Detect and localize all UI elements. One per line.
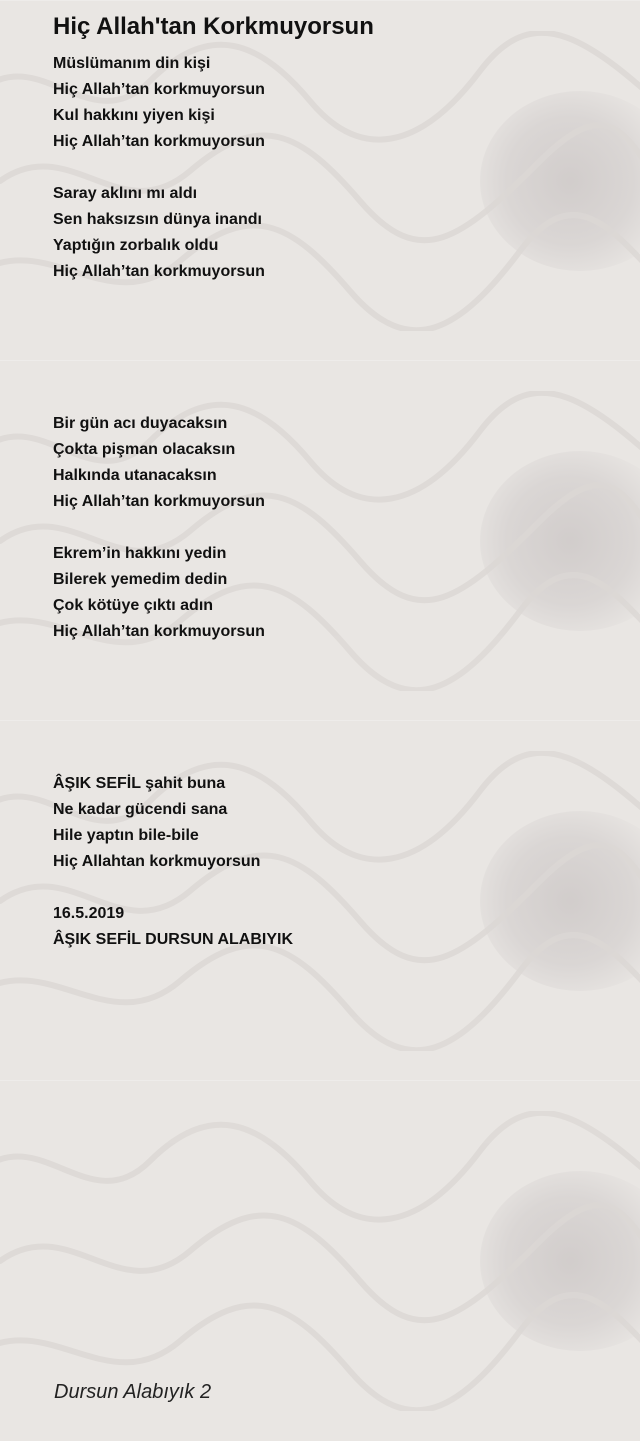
- poem-date: 16.5.2019: [53, 905, 125, 922]
- poem-line: Yaptığın zorbalık oldu: [53, 237, 219, 254]
- stanza: [53, 411, 613, 515]
- stanza: [53, 541, 613, 645]
- poem-line: Halkında utanacaksın: [53, 467, 217, 484]
- poem-signature: [53, 901, 613, 953]
- poem-line: Hiç Allahtan korkmuyorsun: [53, 853, 261, 870]
- stanza: [53, 181, 613, 285]
- poem-line: Bir gün acı duyacaksın: [53, 415, 228, 432]
- poem-line: Müslümanım din kişi: [53, 55, 211, 72]
- poem-title: Hiç Allah'tan Korkmuyorsun: [53, 13, 374, 40]
- poem-line: Sen haksızsın dünya inandı: [53, 211, 262, 228]
- poem-line: Hiç Allah’tan korkmuyorsun: [53, 493, 265, 510]
- poem-line: Ne kadar gücendi sana: [53, 801, 228, 818]
- poem-line: Hiç Allah’tan korkmuyorsun: [53, 263, 265, 280]
- poem-line: Hile yaptın bile-bile: [53, 827, 199, 844]
- poem-line: Hiç Allah’tan korkmuyorsun: [53, 623, 265, 640]
- poem-line: Kul hakkını yiyen kişi: [53, 107, 215, 124]
- poem-line: Ekrem’in hakkını yedin: [53, 545, 227, 562]
- stanza: [53, 51, 613, 155]
- poem-line: Saray aklını mı aldı: [53, 185, 198, 202]
- poem-signature-name: ÂŞIK SEFİL DURSUN ALABIYIK: [53, 931, 294, 948]
- poem-line: Çokta pişman olacaksın: [53, 441, 236, 458]
- poem-line: Hiç Allah’tan korkmuyorsun: [53, 133, 265, 150]
- poem-line: Bilerek yemedim dedin: [53, 571, 228, 588]
- poem-line: Çok kötüye çıktı adın: [53, 597, 214, 614]
- stanza: [53, 771, 613, 875]
- handwriting-decoration: [0, 1111, 640, 1411]
- poem-line: ÂŞIK SEFİL şahit buna: [53, 775, 226, 792]
- poem-line: Hiç Allah’tan korkmuyorsun: [53, 81, 265, 98]
- poem-author: Dursun Alabıyık 2: [54, 1381, 212, 1403]
